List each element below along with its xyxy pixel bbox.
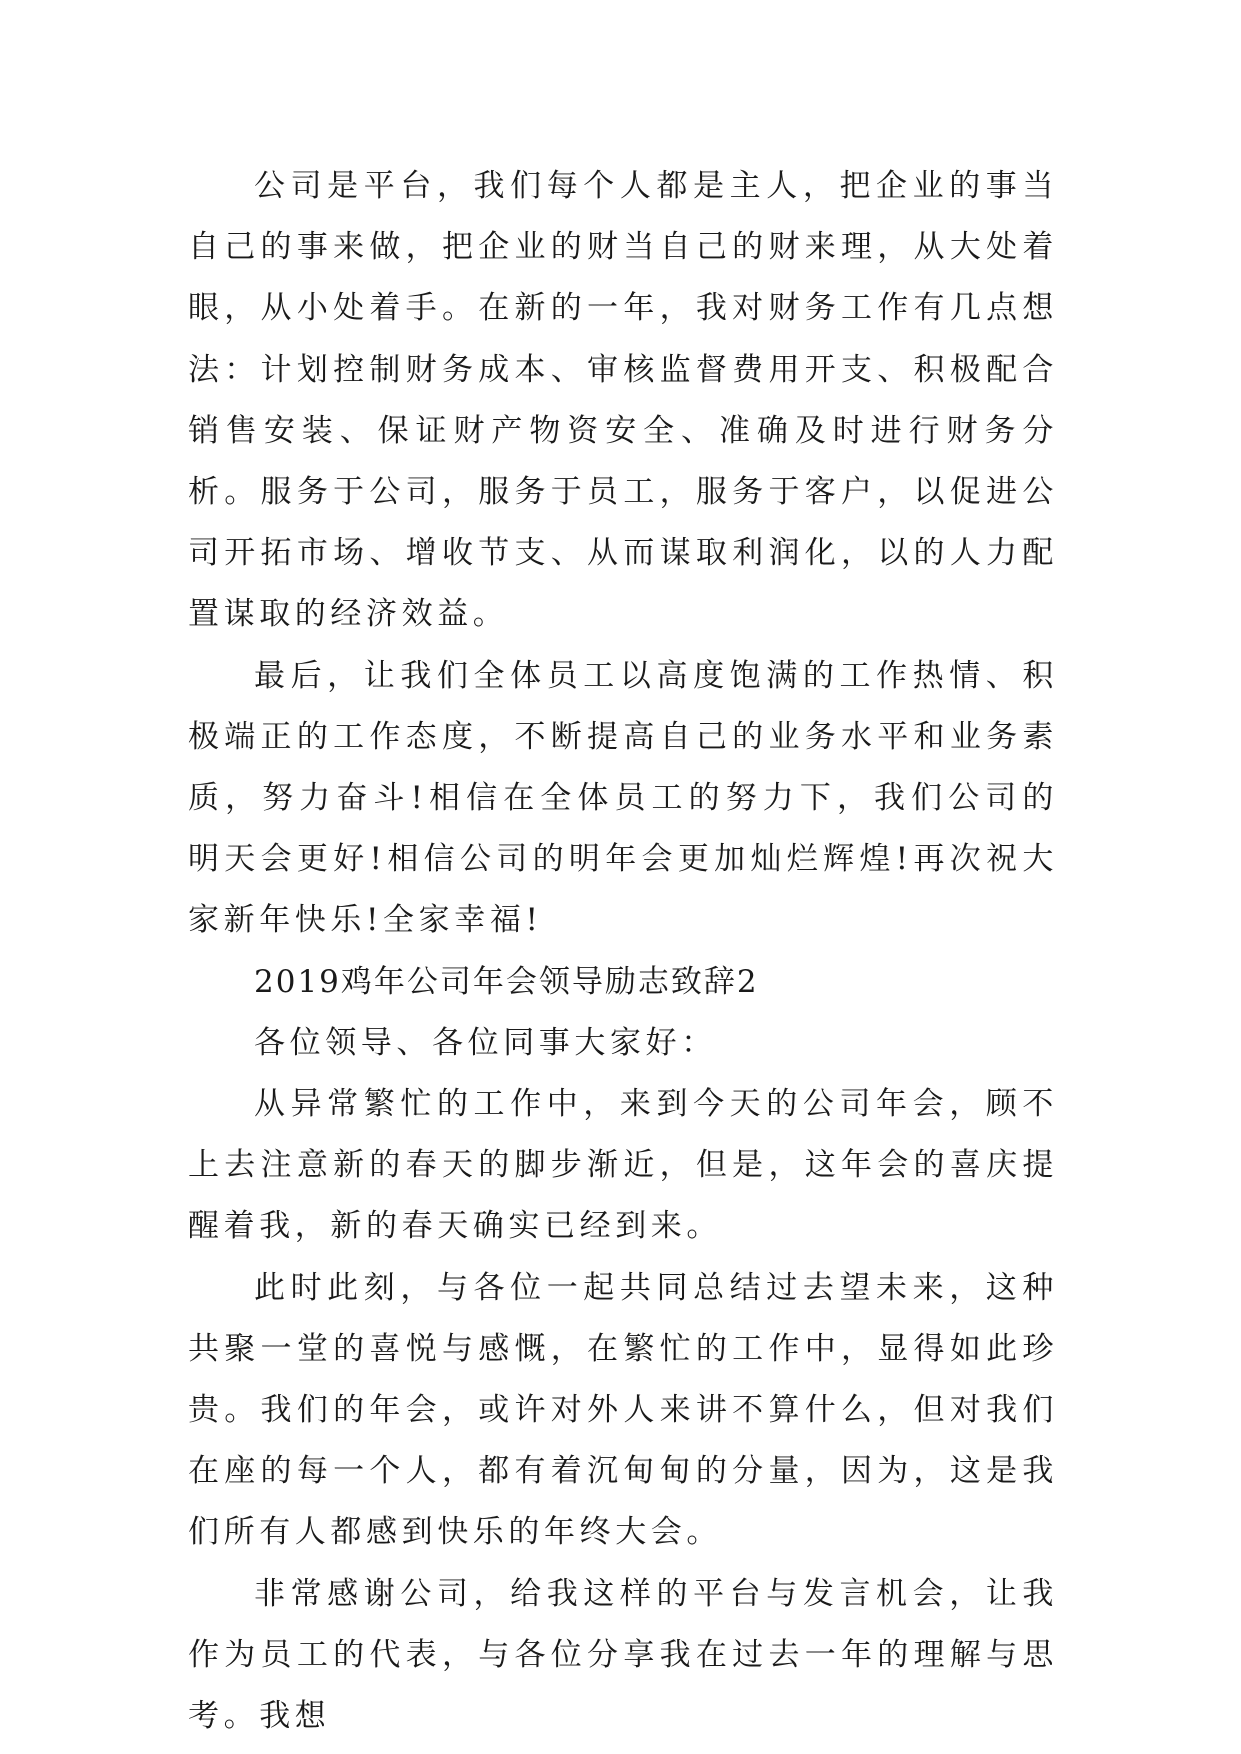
paragraph-greeting: 各位领导、各位同事大家好： bbox=[254, 1024, 717, 1061]
document-body bbox=[188, 156, 1058, 1747]
paragraph-annual-meeting: 此时此刻，与各位一起共同总结过去望未来，这种共聚一堂的喜悦与感慨，在繁忙的工作中，显得如此珍贵。我们的年会，或许对外人来讲不算什么，但对我们在座的每一个人，都有着沉甸甸的分量，因为，这是我们所有人都感到快乐的年终大会。 bbox=[188, 1269, 1058, 1551]
section-heading: 2019鸡年公司年会领导励志致辞2 bbox=[254, 963, 759, 1000]
paragraph-spring-arrival: 从异常繁忙的工作中，来到今天的公司年会，顾不上去注意新的春天的脚步渐近，但是，这年会的喜庆提醒着我，新的春天确实已经到来。 bbox=[188, 1086, 1058, 1245]
paragraph-finance-plan: 公司是平台，我们每个人都是主人，把企业的事当自己的事来做，把企业的财当自己的财来理，从大处着眼，从小处着手。在新的一年，我对财务工作有几点想法：计划控制财务成本、审核监督费用开支、积极配合销售安装、保证财产物资安全、准确及时进行财务分析。服务于公司，服务于员工，服务于客户，以促进公司开拓市场、增收节支、从而谋取利润化，以的人力配置谋取的经济效益。 bbox=[188, 168, 1058, 633]
paragraph-thanks: 非常感谢公司，给我这样的平台与发言机会，让我作为员工的代表，与各位分享我在过去一年的理解与思考。我想 bbox=[188, 1575, 1058, 1735]
paragraph-closing-wishes: 最后，让我们全体员工以高度饱满的工作热情、积极端正的工作态度，不断提高自己的业务水平和业务素质，努力奋斗!相信在全体员工的努力下，我们公司的明天会更好!相信公司的明年会更加灿烂辉煌!再次祝大家新年快乐!全家幸福! bbox=[188, 657, 1058, 939]
